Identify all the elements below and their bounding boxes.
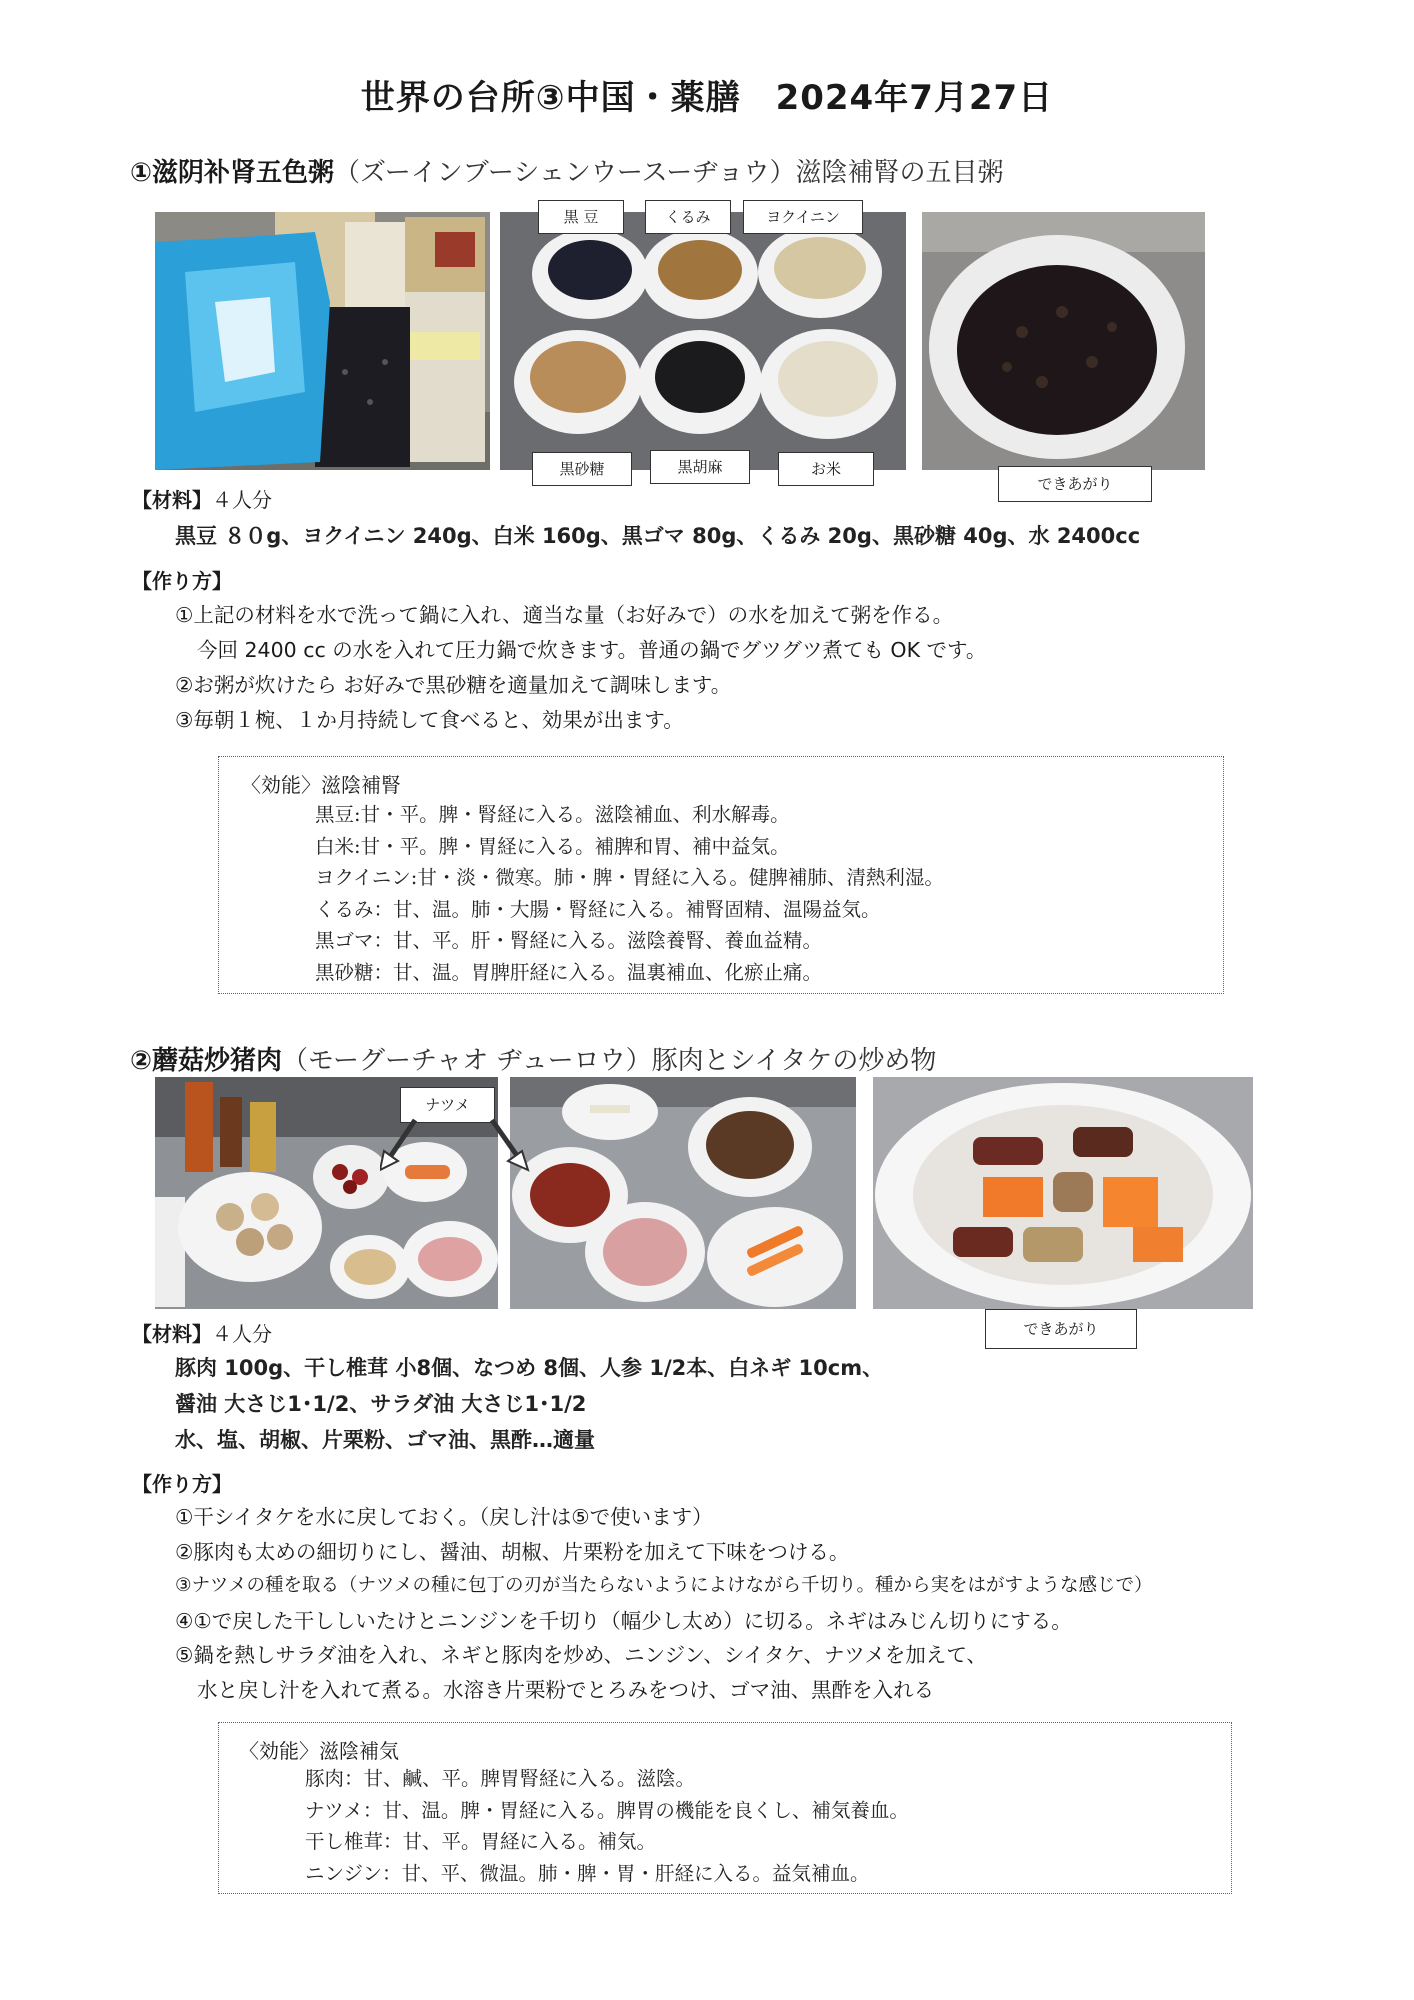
- recipe1-ingredients: 黒豆 ８０g、ヨクイニン 240g、白米 160g、黒ゴマ 80g、くるみ 20g、黒砂糖 40g、水 2400cc: [175, 524, 1141, 548]
- recipe2-ingredient-line: 水、塩、胡椒、片栗粉、ゴマ油、黒酢…適量: [175, 1428, 595, 1452]
- recipe1-step: 今回 2400 cc の水を入れて圧力鍋で炊きます。普通の鍋でグツグツ煮ても OK です。: [197, 638, 987, 662]
- label-black-sesame: 黒胡麻: [650, 450, 750, 484]
- effect-line: 干し椎茸：甘、平。胃経に入る。補気。: [305, 1830, 657, 1853]
- page-title: 世界の台所③中国・薬膳 2024年7月27日: [360, 78, 1054, 118]
- recipe1-effects-box: [218, 756, 1224, 994]
- recipe2-name: ②蘑菇炒猪肉: [130, 1046, 283, 1076]
- porridge-result-photo-art: [922, 212, 1205, 470]
- recipe2-servings: ４人分: [212, 1322, 272, 1346]
- recipe2-step: ①干シイタケを水に戻しておく。（戻し汁は⑤で使います）: [175, 1505, 713, 1529]
- recipe2-steps: [175, 1500, 1152, 1707]
- recipe2-method-heading: 【作り方】: [132, 1472, 232, 1496]
- recipe1-heading: [130, 152, 1004, 189]
- recipe1-effects-list: [315, 799, 944, 988]
- label-finished-2: できあがり: [985, 1309, 1137, 1349]
- recipe2-effects-heading: 〈効能〉滋陰補気: [239, 1739, 399, 1763]
- label-jujube: ナツメ: [400, 1087, 495, 1123]
- stirfry-result-photo-art: [873, 1077, 1253, 1309]
- effect-line: 黒ゴマ：甘、平。肝・腎経に入る。滋陰養腎、養血益精。: [315, 929, 823, 952]
- recipe2-ingredient-line: 豚肉 100g、干し椎茸 小8個、なつめ 8個、人参 1/2本、白ネギ 10cm、: [175, 1356, 884, 1380]
- recipe2-ingredients-heading: [132, 1318, 272, 1347]
- label-finished: できあがり: [998, 466, 1152, 502]
- recipe1-step: ①上記の材料を水で洗って鍋に入れ、適当な量（お好みで）の水を加えて粥を作る。: [175, 603, 954, 627]
- recipe1-ingredients-heading: [132, 484, 272, 513]
- ingredients-photo-art: [155, 212, 490, 470]
- recipe1-method-heading: 【作り方】: [132, 569, 232, 593]
- recipe1-step: ③毎朝１椀、１か月持続して食べると、効果が出ます。: [175, 708, 684, 732]
- stirfry-result-photo: [873, 1077, 1253, 1309]
- label-coix-seed: ヨクイニン: [743, 200, 863, 234]
- porridge-result-photo: [922, 212, 1205, 470]
- effect-line: 黒豆:甘・平。脾・腎経に入る。滋陰補血、利水解毒。: [315, 803, 790, 826]
- six-bowls-photo: [500, 212, 906, 470]
- jujube-arrows: [380, 1115, 540, 1175]
- stirfry-prep-photo-art: [510, 1077, 856, 1309]
- recipe1-name: ①滋阴补肾五色粥: [130, 158, 335, 188]
- effect-line: くるみ：甘、温。肺・大腸・腎経に入る。補腎固精、温陽益気。: [315, 897, 881, 921]
- effect-line: 豚肉：甘、鹹、平。脾胃腎経に入る。滋陰。: [305, 1767, 696, 1790]
- recipe2-step: ③ナツメの種を取る（ナツメの種に包丁の刃が当たらないようによけながら千切り。種から実をはがすような感じで）: [175, 1575, 1153, 1596]
- label-rice: お米: [778, 452, 874, 486]
- recipe2-step: 水と戻し汁を入れて煮る。水溶き片栗粉でとろみをつけ、ゴマ油、黒酢を入れる: [197, 1677, 935, 1702]
- recipe2-heading: [130, 1040, 936, 1077]
- effect-line: ニンジン：甘、平、微温。肺・脾・胃・肝経に入る。益気補血。: [305, 1861, 870, 1885]
- label-black-beans: 黒 豆: [538, 200, 624, 234]
- effect-line: ヨクイニン:甘・淡・微寒。肺・脾・胃経に入る。健脾補肺、清熱利湿。: [315, 866, 944, 889]
- six-bowls-photo-art: [500, 212, 906, 470]
- recipe2-reading: （モーグーチャオ ヂューロウ）豚肉とシイタケの炒め物: [282, 1046, 937, 1076]
- recipe2-effects-list: [305, 1763, 909, 1889]
- recipe1-steps: [175, 598, 986, 738]
- recipe2-effects-box: [218, 1722, 1232, 1894]
- recipe2-step: ②豚肉も太めの細切りにし、醤油、胡椒、片栗粉を加えて下味をつける。: [175, 1539, 850, 1564]
- recipe2-ingredients-label: 【材料】: [132, 1322, 212, 1346]
- stirfry-prep-photo: [510, 1077, 856, 1309]
- label-brown-sugar: 黒砂糖: [532, 452, 632, 486]
- recipe2-step: ④①で戻した干ししいたけとニンジンを千切り（幅少し太め）に切る。ネギはみじん切りにする。: [175, 1608, 1072, 1633]
- recipe2-ingredient-line: 醤油 大さじ1･1/2、サラダ油 大さじ1･1/2: [175, 1392, 587, 1416]
- label-walnut: くるみ: [645, 200, 731, 234]
- recipe1-reading: （ズーインブーシェンウースーヂョウ）滋陰補腎の五目粥: [334, 158, 1004, 188]
- effect-line: 白米:甘・平。脾・胃経に入る。補脾和胃、補中益気。: [315, 834, 790, 858]
- recipe1-servings: ４人分: [212, 488, 272, 512]
- effect-line: 黒砂糖：甘、温。胃脾肝経に入る。温裏補血、化瘀止痛。: [315, 960, 823, 984]
- recipe2-step: ⑤鍋を熱しサラダ油を入れ、ネギと豚肉を炒め、ニンジン、シイタケ、ナツメを加えて、: [175, 1643, 987, 1667]
- recipe1-effects-heading: 〈効能〉滋陰補腎: [241, 773, 401, 797]
- recipe1-ingredients-label: 【材料】: [132, 488, 212, 512]
- recipe1-step: ②お粥が炊けたら お好みで黒砂糖を適量加えて調味します。: [175, 673, 732, 697]
- ingredients-photo: [155, 212, 490, 470]
- effect-line: ナツメ：甘、温。脾・胃経に入る。脾胃の機能を良くし、補気養血。: [305, 1798, 909, 1822]
